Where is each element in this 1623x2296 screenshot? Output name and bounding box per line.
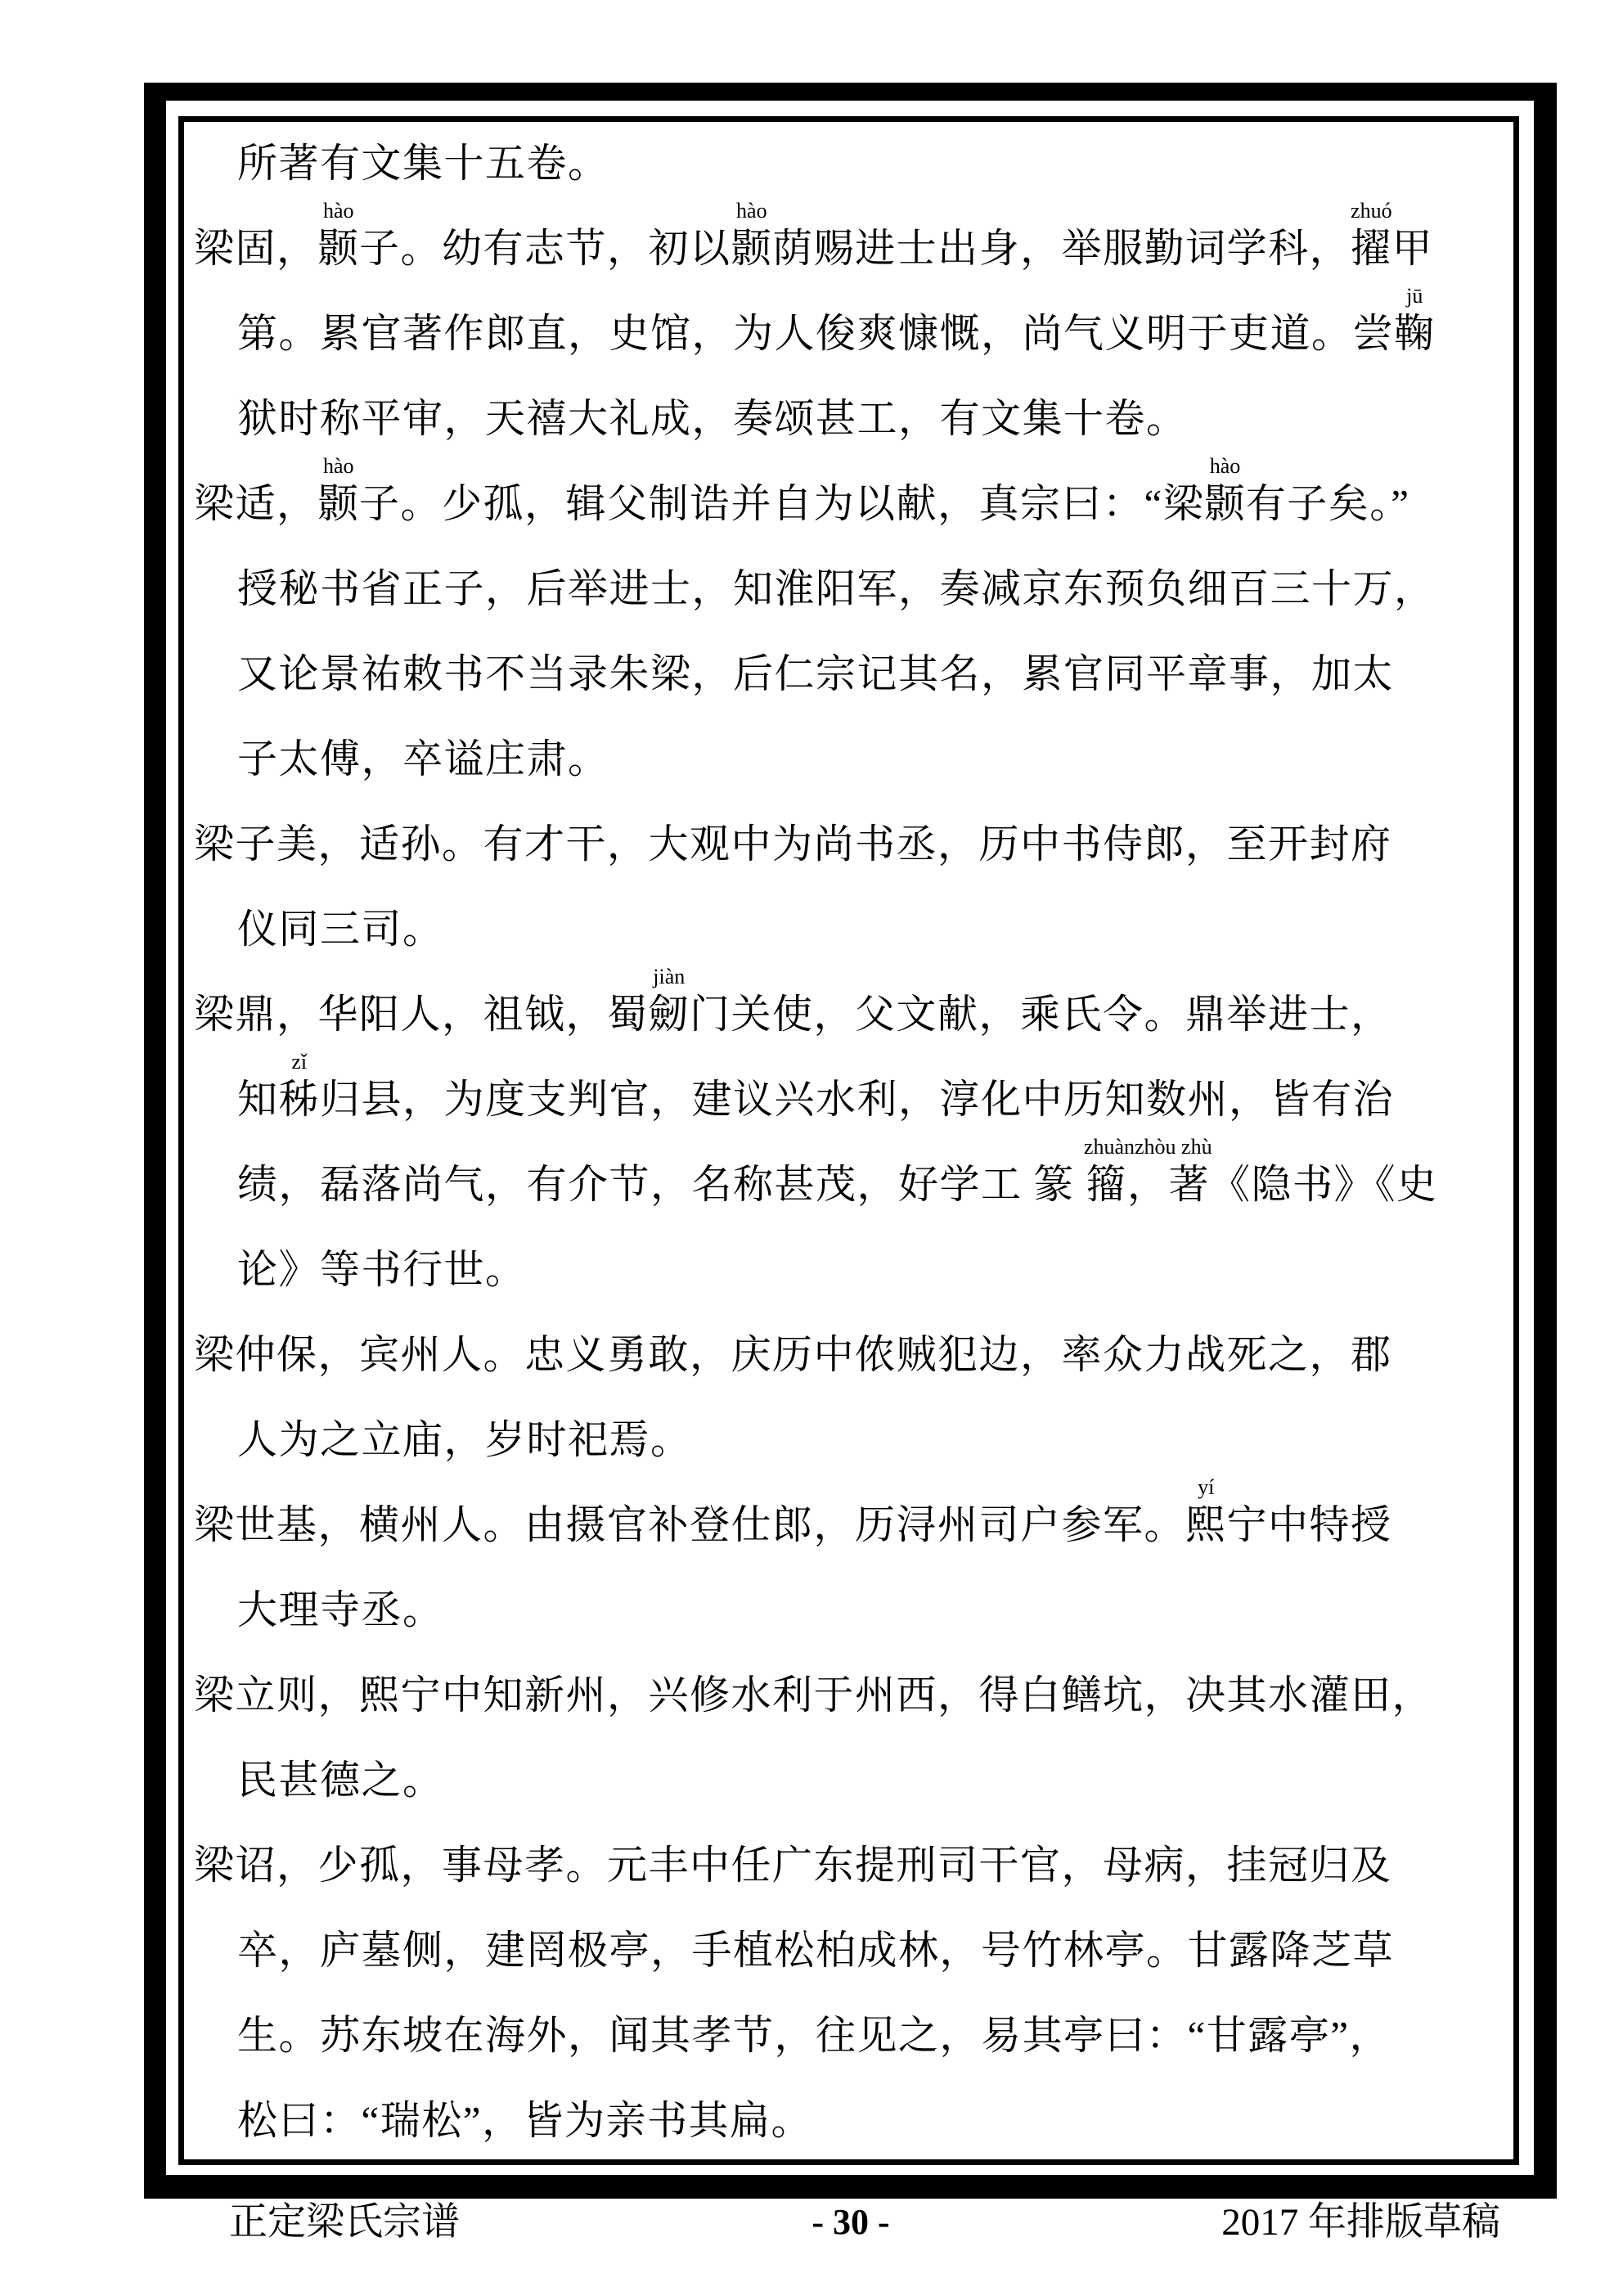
text-segment: 子。幼有志节，初以	[359, 226, 731, 271]
text-line	[194, 717, 1499, 802]
text-segment: 梁鼎，华阳人，祖钺，蜀	[194, 992, 649, 1037]
text-segment: 有子矣。”	[1245, 481, 1410, 526]
text-line	[194, 376, 1499, 461]
text-line	[194, 1738, 1499, 1823]
pinyin-annotation: hào	[322, 199, 354, 223]
footer-book-title: 正定梁氏宗谱	[229, 2201, 460, 2244]
text-line	[194, 1475, 1499, 1568]
text-segment: 宁中特授	[1226, 1502, 1392, 1547]
text-segment: 论》等书行世。	[237, 1247, 527, 1292]
text-line	[194, 2078, 1499, 2163]
text-line	[194, 1050, 1499, 1142]
text-segment: 梁立则，熙宁中知新州，兴修水利于州西，得白鳝坑，决其水灌田，	[194, 1672, 1434, 1717]
text-segment: 人为之立庙，岁时祀焉。	[237, 1417, 692, 1462]
text-segment: 授秘书省正子，后举进士，知淮阳军，奏减京东预负细百三十万，	[237, 566, 1436, 611]
annotated-char: 颢 hào	[731, 199, 773, 271]
text-segment: 门关使，父文献，乘氏令。鼎举进士，	[690, 992, 1392, 1037]
annotated-char: 颢 hào	[317, 199, 360, 271]
text-segment: 《隐书》《史	[1210, 1162, 1438, 1207]
pinyin-annotation: zhuó	[1351, 199, 1392, 223]
pinyin-annotation: hào	[322, 454, 354, 478]
text-segment: 梁世基，横州人。由摄官补登仕郎，历浔州司户参军。	[194, 1502, 1186, 1547]
text-line	[194, 802, 1499, 887]
pinyin-annotation: hào	[1209, 454, 1241, 478]
body-text	[194, 121, 1499, 2163]
pinyin-annotation: yí	[1198, 1475, 1215, 1499]
text-line	[194, 965, 1499, 1057]
text-segment: 仪同三司。	[237, 907, 444, 952]
text-segment: 大理寺丞。	[237, 1587, 444, 1632]
text-line	[194, 284, 1499, 376]
text-segment: 所著有文集十五卷。	[237, 141, 609, 186]
text-segment: 荫赐进士出身，举服勤词学科，	[772, 226, 1351, 271]
text-line	[194, 199, 1499, 291]
text-line	[194, 1823, 1499, 1908]
text-segment: 甲	[1391, 226, 1434, 271]
text-segment: 梁诏，少孤，事母孝。元丰中任广东提刑司干官，母病，挂冠归及	[194, 1843, 1392, 1888]
annotated-char: 熙 yí	[1185, 1475, 1227, 1547]
text-segment: 梁适，	[194, 481, 318, 526]
text-line	[194, 121, 1499, 206]
pinyin-annotation: zǐ	[291, 1050, 308, 1074]
annotated-char: 颢 hào	[317, 454, 360, 526]
annotated-char: 秭 zǐ	[278, 1050, 321, 1122]
text-line	[194, 1653, 1499, 1738]
annotated-char: 鞠 jū	[1394, 284, 1436, 356]
text-segment: 梁子美，适孙。有才干，大观中为尚书丞，历中书侍郎，至开封府	[194, 822, 1392, 867]
text-line	[194, 1312, 1499, 1398]
text-segment: 第。累官著作郎直，史馆，为人俊爽慷慨，尚气义明于吏道。尝	[237, 311, 1395, 356]
text-line	[194, 454, 1499, 547]
text-segment: 子太傅，卒谥庄肃。	[237, 736, 609, 781]
text-line	[194, 632, 1499, 717]
text-segment: 子。少孤，辑父制诰并自为以献，真宗曰：“梁	[359, 481, 1205, 526]
annotated-char: 籀，著 zhuànzhòu zhù	[1083, 1135, 1212, 1207]
footer-page-number: - 30 -	[812, 2202, 890, 2242]
annotated-char: 劒 jiàn	[648, 965, 690, 1037]
annotated-char: 颢 hào	[1204, 454, 1246, 526]
pinyin-annotation: jū	[1406, 284, 1423, 308]
text-line	[194, 547, 1499, 632]
text-segment: 绩，磊落尚气，有介节，名称甚茂，好学工 篆	[237, 1162, 1086, 1207]
text-segment: 又论景祐敕书不当录朱梁，后仁宗记其名，累官同平章事，加太	[237, 651, 1395, 696]
text-segment: 生。苏东坡在海外，闻其孝节，往见之，易其亭曰：“甘露亭”，	[237, 2013, 1391, 2058]
text-segment: 归县，为度支判官，建议兴水利，淳化中历知数州，皆有治	[320, 1077, 1395, 1122]
text-line	[194, 1993, 1499, 2078]
text-line	[194, 1398, 1499, 1483]
pinyin-annotation: zhuànzhòu zhù	[1083, 1135, 1212, 1159]
text-segment: 松曰：“瑞松”，皆为亲书其扁。	[237, 2098, 812, 2143]
text-segment: 民甚德之。	[237, 1758, 444, 1803]
pinyin-annotation: jiàn	[653, 965, 686, 988]
footer-edition-note: 2017 年排版草稿	[1221, 2201, 1500, 2244]
text-line	[194, 1568, 1499, 1653]
text-segment: 知	[237, 1077, 279, 1122]
text-line	[194, 1135, 1499, 1227]
pinyin-annotation: hào	[736, 199, 767, 223]
text-segment: 梁仲保，宾州人。忠义勇敢，庆历中侬贼犯边，率众力战死之，郡	[194, 1332, 1392, 1377]
text-segment: 卒，庐墓侧，建罔极亭，手植松柏成林，号竹林亭。甘露降芝草	[237, 1928, 1395, 1973]
text-line	[194, 1227, 1499, 1312]
text-line	[194, 1908, 1499, 1993]
text-segment: 梁固，	[194, 226, 318, 271]
annotated-char: 擢 zhuó	[1351, 199, 1392, 271]
text-line	[194, 887, 1499, 972]
text-segment: 狱时称平审，天禧大礼成，奏颂甚工，有文集十卷。	[237, 396, 1188, 441]
